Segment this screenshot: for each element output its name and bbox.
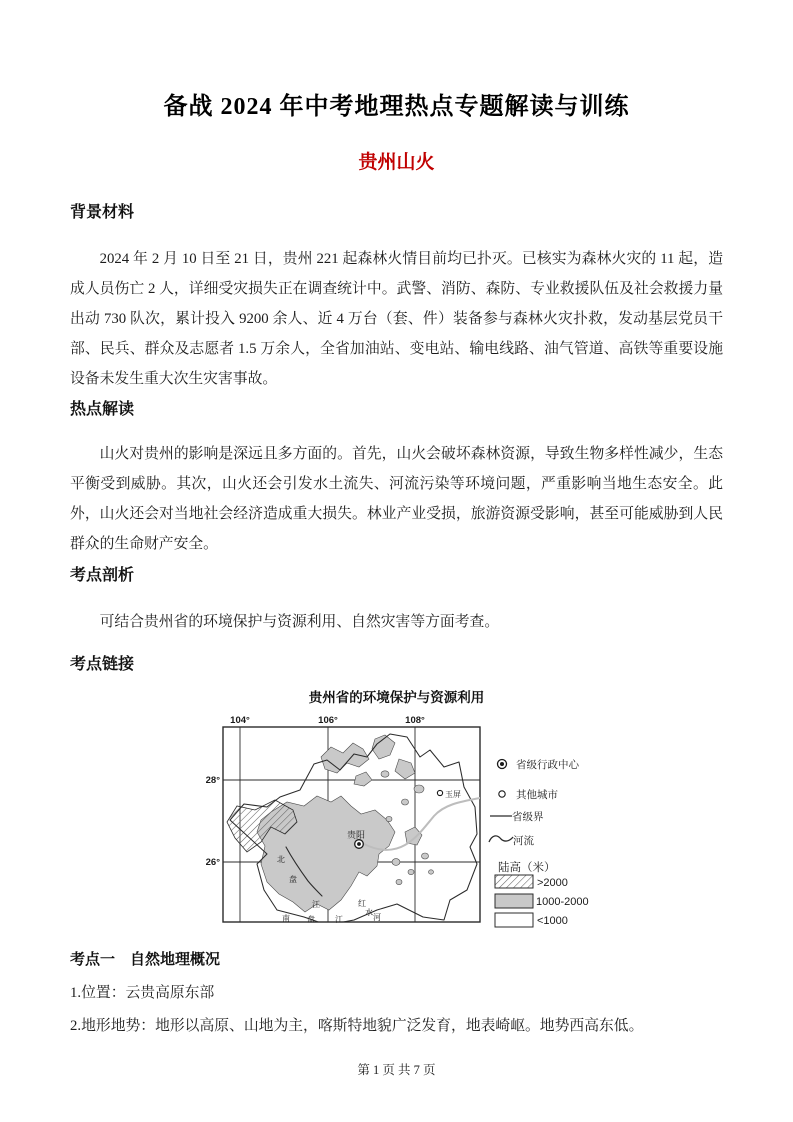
legend-elevation-title: 陆高（米）: [498, 862, 556, 874]
doc-subtitle: 贵州山火: [358, 152, 435, 173]
legend-label-mid: 1000-2000: [536, 896, 589, 908]
svg-text:江: 江: [335, 915, 343, 924]
legend-capital-label: 省级行政中心: [516, 759, 579, 771]
svg-text:红: 红: [358, 899, 366, 908]
svg-text:盘: 盘: [289, 875, 297, 884]
svg-text:河: 河: [373, 913, 381, 922]
city-label-guiyang: 贵阳: [346, 830, 366, 840]
legend-swatch-low: [495, 913, 533, 927]
analysis-paragraph: 可结合贵州省的环境保护与资源利用、自然灾害等方面考查。: [99, 614, 500, 630]
kaodian-item-location: 1.位置：云贵高原东部: [70, 985, 215, 1001]
legend-capital-icon: [498, 760, 507, 769]
legend-river-icon: [489, 836, 513, 842]
legend-swatch-high: [495, 875, 533, 888]
svg-text:北: 北: [277, 855, 285, 864]
legend-label-high: >2000: [537, 877, 568, 889]
legend-city-label: 其他城市: [516, 789, 558, 801]
guizhou-map: [206, 714, 598, 939]
svg-text:水: 水: [365, 908, 373, 917]
lon-label-104: 104°: [230, 715, 250, 726]
svg-text:江: 江: [312, 900, 320, 909]
city-label-yuping: 玉屏: [445, 790, 461, 799]
lat-label-26: 26°: [206, 857, 220, 868]
legend-border-label: 省级界: [512, 811, 544, 823]
legend-label-low: <1000: [537, 915, 568, 927]
legend-city-icon: [499, 791, 505, 797]
legend-river-label: 河流: [513, 835, 534, 847]
svg-text:南: 南: [282, 914, 290, 923]
map-figure: [70, 690, 723, 939]
legend-swatch-mid: [495, 894, 533, 908]
section-heading-links: 考点链接: [70, 656, 135, 673]
kaodian-heading: 考点一 自然地理概况: [70, 951, 221, 968]
page-title: 备战 2024 年中考地理热点专题解读与训练: [163, 94, 630, 120]
guizhou-map-svg: [206, 714, 598, 939]
map-title: 贵州省的环境保护与资源利用: [308, 690, 485, 705]
kaodian-item-terrain: 2.地形地势：地形以高原、山地为主，喀斯特地貌广泛发育，地表崎岖。地势西高东低。: [70, 1018, 644, 1034]
lon-label-108: 108°: [405, 715, 425, 726]
section-heading-analysis: 考点剖析: [70, 567, 135, 584]
city-marker-yuping: [437, 790, 442, 795]
page-number: 第 1 页 共 7 页: [357, 1063, 436, 1077]
map-legend: [489, 758, 589, 927]
section-heading-interpretation: 热点解读: [70, 401, 135, 418]
svg-text:盘: 盘: [307, 915, 315, 924]
lon-label-106: 106°: [318, 715, 338, 726]
lat-label-28: 28°: [206, 775, 220, 786]
background-paragraph: 2024 年 2 月 10 日至 21 日，贵州 221 起森林火情目前均已扑灭。已核实为森林火灾的 11 起，造成人员伤亡 2 人，详细受灾损失正在调查统计中。武警、消防、森防、专业救援队伍及社会救援力量出动 730 队次，累计投入 9200 余人、近 4 万台（套、件）装备参与森林火灾扑救，发动基层党员干部、民兵、群众及志愿者 1.5 万余人，全省加油站、变电站、输电线路、油气管道、高铁等重要设施设备未发生重大次生灾害事故。: [70, 251, 723, 387]
interpretation-paragraph: 山火对贵州的影响是深远且多方面的。首先，山火会破坏森林资源，导致生物多样性减少，生态平衡受到威胁。其次，山火还会引发水土流失、河流污染等环境问题，严重影响当地生态安全。此外，山火还会对当地社会经济造成重大损失。林业产业受损，旅游资源受影响，甚至可能威胁到人民群众的生命财产安全。: [70, 446, 723, 552]
city-marker-guiyang: [355, 840, 364, 849]
section-heading-background: 背景材料: [70, 204, 135, 221]
